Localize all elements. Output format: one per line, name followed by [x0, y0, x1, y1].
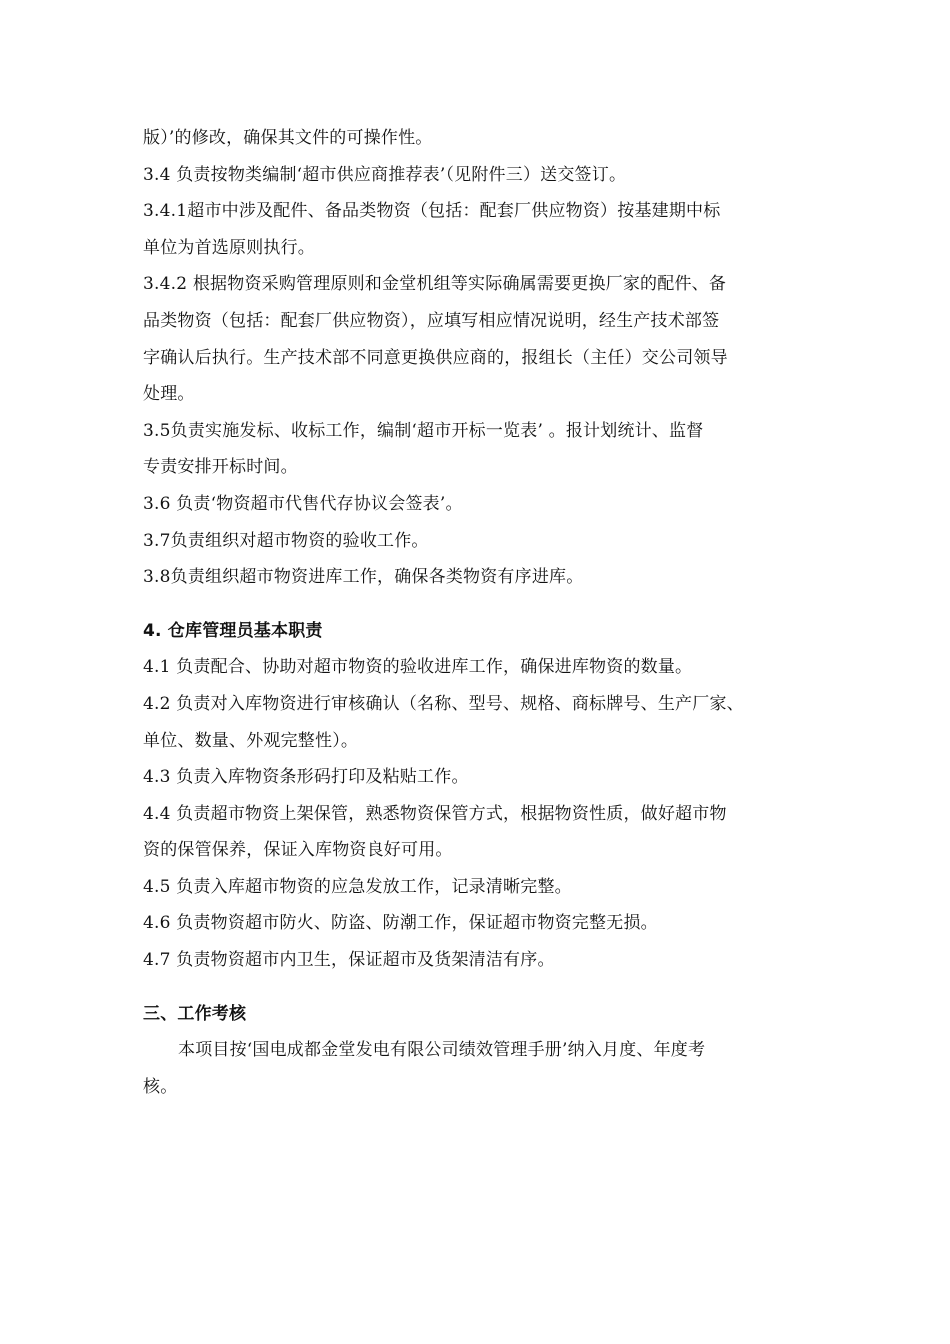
section-4: [143, 613, 823, 979]
paragraph-line: 4.1 负责配合、协助对超市物资的验收进库工作，确保进库物资的数量。: [143, 657, 693, 678]
paragraph-line: 3.8负责组织超市物资进库工作，确保各类物资有序进库。: [143, 567, 584, 588]
paragraph-line: 核。: [143, 1076, 178, 1097]
paragraph-line: 版）’的修改，确保其文件的可操作性。: [143, 128, 433, 148]
paragraph-line: 字确认后执行。生产技术部不同意更换供应商的，报组长（主任）交公司领导: [143, 347, 728, 368]
paragraph-line: 4.6 负责物资超市防火、防盗、防潮工作，保证超市物资完整无损。: [143, 913, 658, 934]
section-spacer: [143, 979, 823, 996]
paragraph-line: 3.5负责实施发标、收标工作，编制‘超市开标一览表’ 。报计划统计、监督: [143, 420, 704, 441]
paragraph-line: 3.4.1超市中涉及配件、备品类物资（包括：配套厂供应物资）按基建期中标: [143, 201, 721, 222]
paragraph-line: 品类物资（包括：配套厂供应物资），应填写相应情况说明，经生产技术部签: [143, 310, 720, 331]
section-3-continued: [143, 120, 823, 596]
paragraph-line: 本项目按‘国电成都金堂发电有限公司绩效管理手册’纳入月度、年度考: [178, 1040, 706, 1061]
paragraph-line: 4.5 负责入库超市物资的应急发放工作，记录清晰完整。: [143, 876, 572, 897]
paragraph-line: 3.7负责组织对超市物资的验收工作。: [143, 530, 429, 551]
paragraph-line: 3.6 负责‘物资超市代售代存协议会签表’。: [143, 493, 463, 514]
paragraph-line: 3.4 负责按物类编制‘超市供应商推荐表’（见附件三）送交签订。: [143, 164, 627, 185]
paragraph-line: 4.2 负责对入库物资进行审核确认（名称、型号、规格、商标牌号、生产厂家、: [143, 693, 744, 714]
paragraph-line: 专责安排开标时间。: [143, 457, 298, 478]
section-heading: 三、工作考核: [143, 1003, 247, 1024]
paragraph-line: 3.4.2 根据物资采购管理原则和金堂机组等实际确属需要更换厂家的配件、备: [143, 274, 727, 295]
paragraph-line: 4.7 负责物资超市内卫生，保证超市及货架清洁有序。: [143, 950, 555, 971]
paragraph-line: 处理。: [143, 384, 195, 405]
paragraph-line: 资的保管保养，保证入库物资良好可用。: [143, 840, 453, 861]
document-body: [143, 120, 823, 1105]
paragraph-line: 单位、数量、外观完整性）。: [143, 730, 359, 751]
paragraph-line: 4.4 负责超市物资上架保管，熟悉物资保管方式，根据物资性质，做好超市物: [143, 803, 727, 824]
section-spacer: [143, 596, 823, 613]
paragraph-line: 单位为首选原则执行。: [143, 237, 315, 258]
section-heading: 4. 仓库管理员基本职责: [143, 620, 323, 641]
section-work-assessment: [143, 996, 823, 1106]
paragraph-line: 4.3 负责入库物资条形码打印及粘贴工作。: [143, 767, 469, 788]
